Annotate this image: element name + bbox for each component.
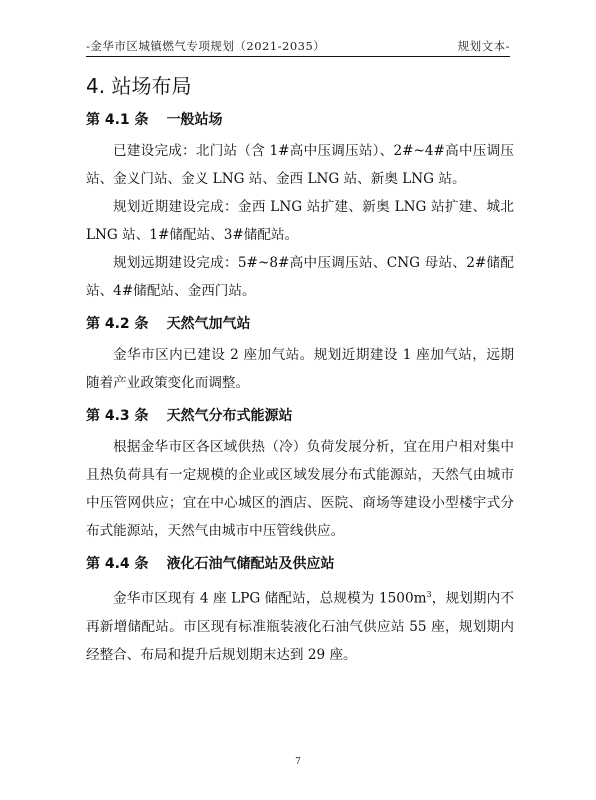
- article-title: 液化石油气储配站及供应站: [166, 556, 335, 572]
- article-number: 第 4.3 条: [86, 408, 149, 424]
- article-heading: [86, 405, 514, 427]
- article-heading: [86, 313, 514, 335]
- article-title: 天然气加气站: [166, 316, 251, 332]
- paragraph: 规划近期建设完成：金西 LNG 站扩建、新奥 LNG 站扩建、城北 LNG 站、1#储配站、3#储配站。: [86, 199, 514, 243]
- article-title: 天然气分布式能源站: [166, 408, 293, 424]
- paragraph: 已建设完成：北门站（含 1#高中压调压站）、2#~4#高中压调压站、金义门站、金义 LNG 站、金西 LNG 站、新奥 LNG 站。: [86, 143, 514, 187]
- header-document-title: -金华市区城镇燃气专项规划（2021-2035）: [86, 39, 326, 53]
- paragraph-text: 金华市区现有 4 座 LPG 储配站，总规模为 1500m: [113, 590, 427, 607]
- article-number: 第 4.2 条: [86, 316, 149, 332]
- article-4-4: [86, 553, 514, 669]
- article-heading: [86, 553, 514, 575]
- paragraph-text: ，规划期内不再新增储配站。市区现有标准瓶装液化石油气供应站 55 座，规划期内经整合、布局和提升后规划期末达到 29 座。: [86, 590, 514, 663]
- paragraph: 金华市区内已建设 2 座加气站。规划近期建设 1 座加气站，远期随着产业政策变化而调整。: [86, 347, 514, 391]
- header-document-type: 规划文本-: [457, 39, 510, 53]
- paragraph: 规划远期建设完成：5#~8#高中压调压站、CNG 母站、2#储配站、4#储配站、金西门站。: [86, 255, 514, 299]
- article-heading: [86, 109, 514, 131]
- page-content: [86, 70, 514, 669]
- article-number: 第 4.1 条: [86, 112, 149, 128]
- article-title: 一般站场: [166, 112, 223, 128]
- paragraph: 根据金华市区各区域供热（冷）负荷发展分析，宜在用户相对集中且热负荷具有一定规模的企业或区域发展分布式能源站，天然气由城市中压管网供应；宜在中心城区的酒店、医院、商场等建设小型楼宇式分布式能源站，天然气由城市中压管线供应。: [86, 439, 514, 539]
- page-number: 7: [295, 757, 301, 767]
- header-rule: [86, 56, 510, 57]
- article-4-1: [86, 109, 514, 305]
- article-number: 第 4.4 条: [86, 556, 149, 572]
- article-4-2: [86, 313, 514, 397]
- page-header: [86, 34, 510, 54]
- superscript-unit: 3: [426, 590, 432, 599]
- article-4-3: [86, 405, 514, 545]
- section-title: 4. 站场布局: [86, 74, 192, 98]
- paragraph: [86, 581, 514, 669]
